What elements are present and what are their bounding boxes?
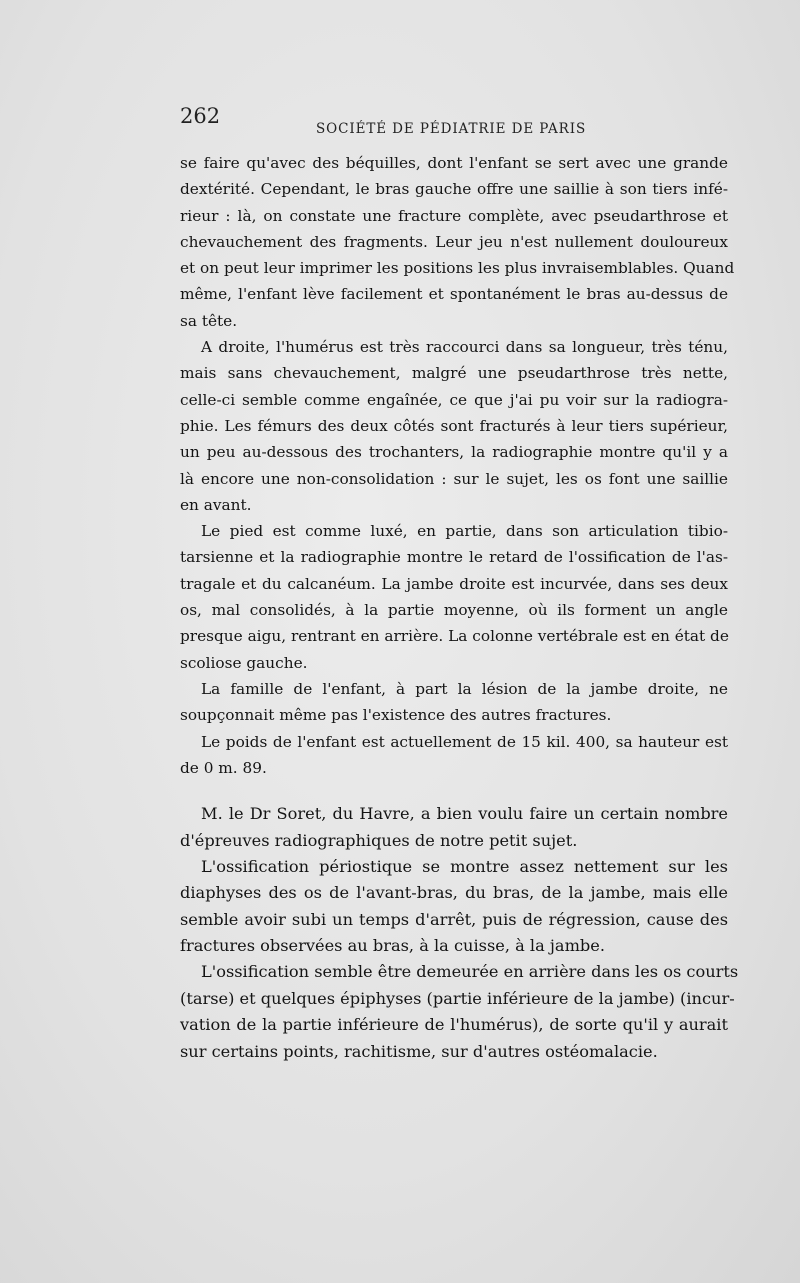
paragraph <box>180 854 728 960</box>
text-line: Le pied est comme luxé, en partie, dans son articulation tibio- <box>201 522 728 541</box>
text-line: vation de la partie inférieure de l'humérus), de sorte qu'il y aurait <box>180 1015 728 1035</box>
text-line: même, l'enfant lève facilement et spontanément le bras au-dessus de <box>180 285 728 304</box>
text-line: semble avoir subi un temps d'arrêt, puis de régression, cause des <box>180 909 728 929</box>
text-line: scoliose gauche. <box>180 653 308 672</box>
text-line: dextérité. Cependant, le bras gauche offre une saillie à son tiers infé- <box>180 180 728 199</box>
text-line: La famille de l'enfant, à part la lésion de la jambe droite, ne <box>201 679 728 698</box>
body-text <box>180 150 739 1065</box>
text-line: (tarse) et quelques épiphyses (partie inférieure de la jambe) (incur- <box>180 988 735 1008</box>
text-line: sur certains points, rachitisme, sur d'autres ostéomalacie. <box>180 1041 658 1061</box>
text-line: se faire qu'avec des béquilles, dont l'enfant se sert avec une grande <box>180 154 728 172</box>
paragraph <box>180 518 728 676</box>
page-header <box>180 104 725 140</box>
text-line: phie. Les fémurs des deux côtés sont fracturés à leur tiers supérieur, <box>180 416 728 435</box>
running-title: SOCIÉTÉ DE PÉDIATRIE DE PARIS <box>316 121 587 137</box>
text-line: sa tête. <box>180 311 238 330</box>
paragraph <box>180 334 728 518</box>
paragraph <box>180 676 728 729</box>
text-line: celle-ci semble comme engaînée, ce que j'ai pu voir sur la radiogra- <box>180 390 728 409</box>
page-number: 262 <box>180 104 221 128</box>
paragraph <box>180 150 735 334</box>
text-line: chevauchement des fragments. Leur jeu n'est nullement douloureux <box>180 232 728 251</box>
text-line: de 0 m. 89. <box>180 758 267 777</box>
text-line: fractures observées au bras, à la cuisse, à la jambe. <box>180 936 606 956</box>
text-line: et on peut leur imprimer les positions les plus invraisemblables. Quand <box>180 259 735 278</box>
paragraph <box>180 729 728 782</box>
text-line: en avant. <box>180 495 252 514</box>
text-line: tarsienne et la radiographie montre le retard de l'ossification de l'as- <box>180 548 728 567</box>
text-line: un peu au-dessous des trochanters, la radiographie montre qu'il y a <box>180 443 728 462</box>
text-line: tragale et du calcanéum. La jambe droite est incurvée, dans ses deux <box>180 574 728 593</box>
text-line: rieur : là, on constate une fracture complète, avec pseudarthrose et <box>180 206 728 225</box>
text-line: Le poids de l'enfant est actuellement de 15 kil. 400, sa hauteur est <box>201 732 728 751</box>
text-line: là encore une non-consolidation : sur le sujet, les os font une saillie <box>180 469 728 488</box>
text-line: presque aigu, rentrant en arrière. La colonne vertébrale est en état de <box>180 627 729 646</box>
text-line: M. le Dr Soret, du Havre, a bien voulu faire un certain nombre <box>201 804 728 824</box>
text-line: os, mal consolidés, à la partie moyenne, où ils forment un angle <box>180 601 728 620</box>
paragraph <box>180 959 739 1065</box>
text-line: mais sans chevauchement, malgré une pseudarthrose très nette, <box>180 364 728 383</box>
case-description-section <box>180 150 735 781</box>
text-line: L'ossification semble être demeurée en arrière dans les os courts <box>201 962 739 982</box>
text-line: L'ossification périostique se montre assez nettement sur les <box>201 856 728 876</box>
text-line: diaphyses des os de l'avant-bras, du bras, de la jambe, mais elle <box>180 883 728 903</box>
text-line: A droite, l'humérus est très raccourci dans sa longueur, très ténu, <box>201 338 728 357</box>
text-line: soupçonnait même pas l'existence des autres fractures. <box>180 706 612 725</box>
paragraph <box>180 801 728 854</box>
text-line: d'épreuves radiographiques de notre petit sujet. <box>180 830 578 850</box>
radiography-section <box>180 801 739 1065</box>
